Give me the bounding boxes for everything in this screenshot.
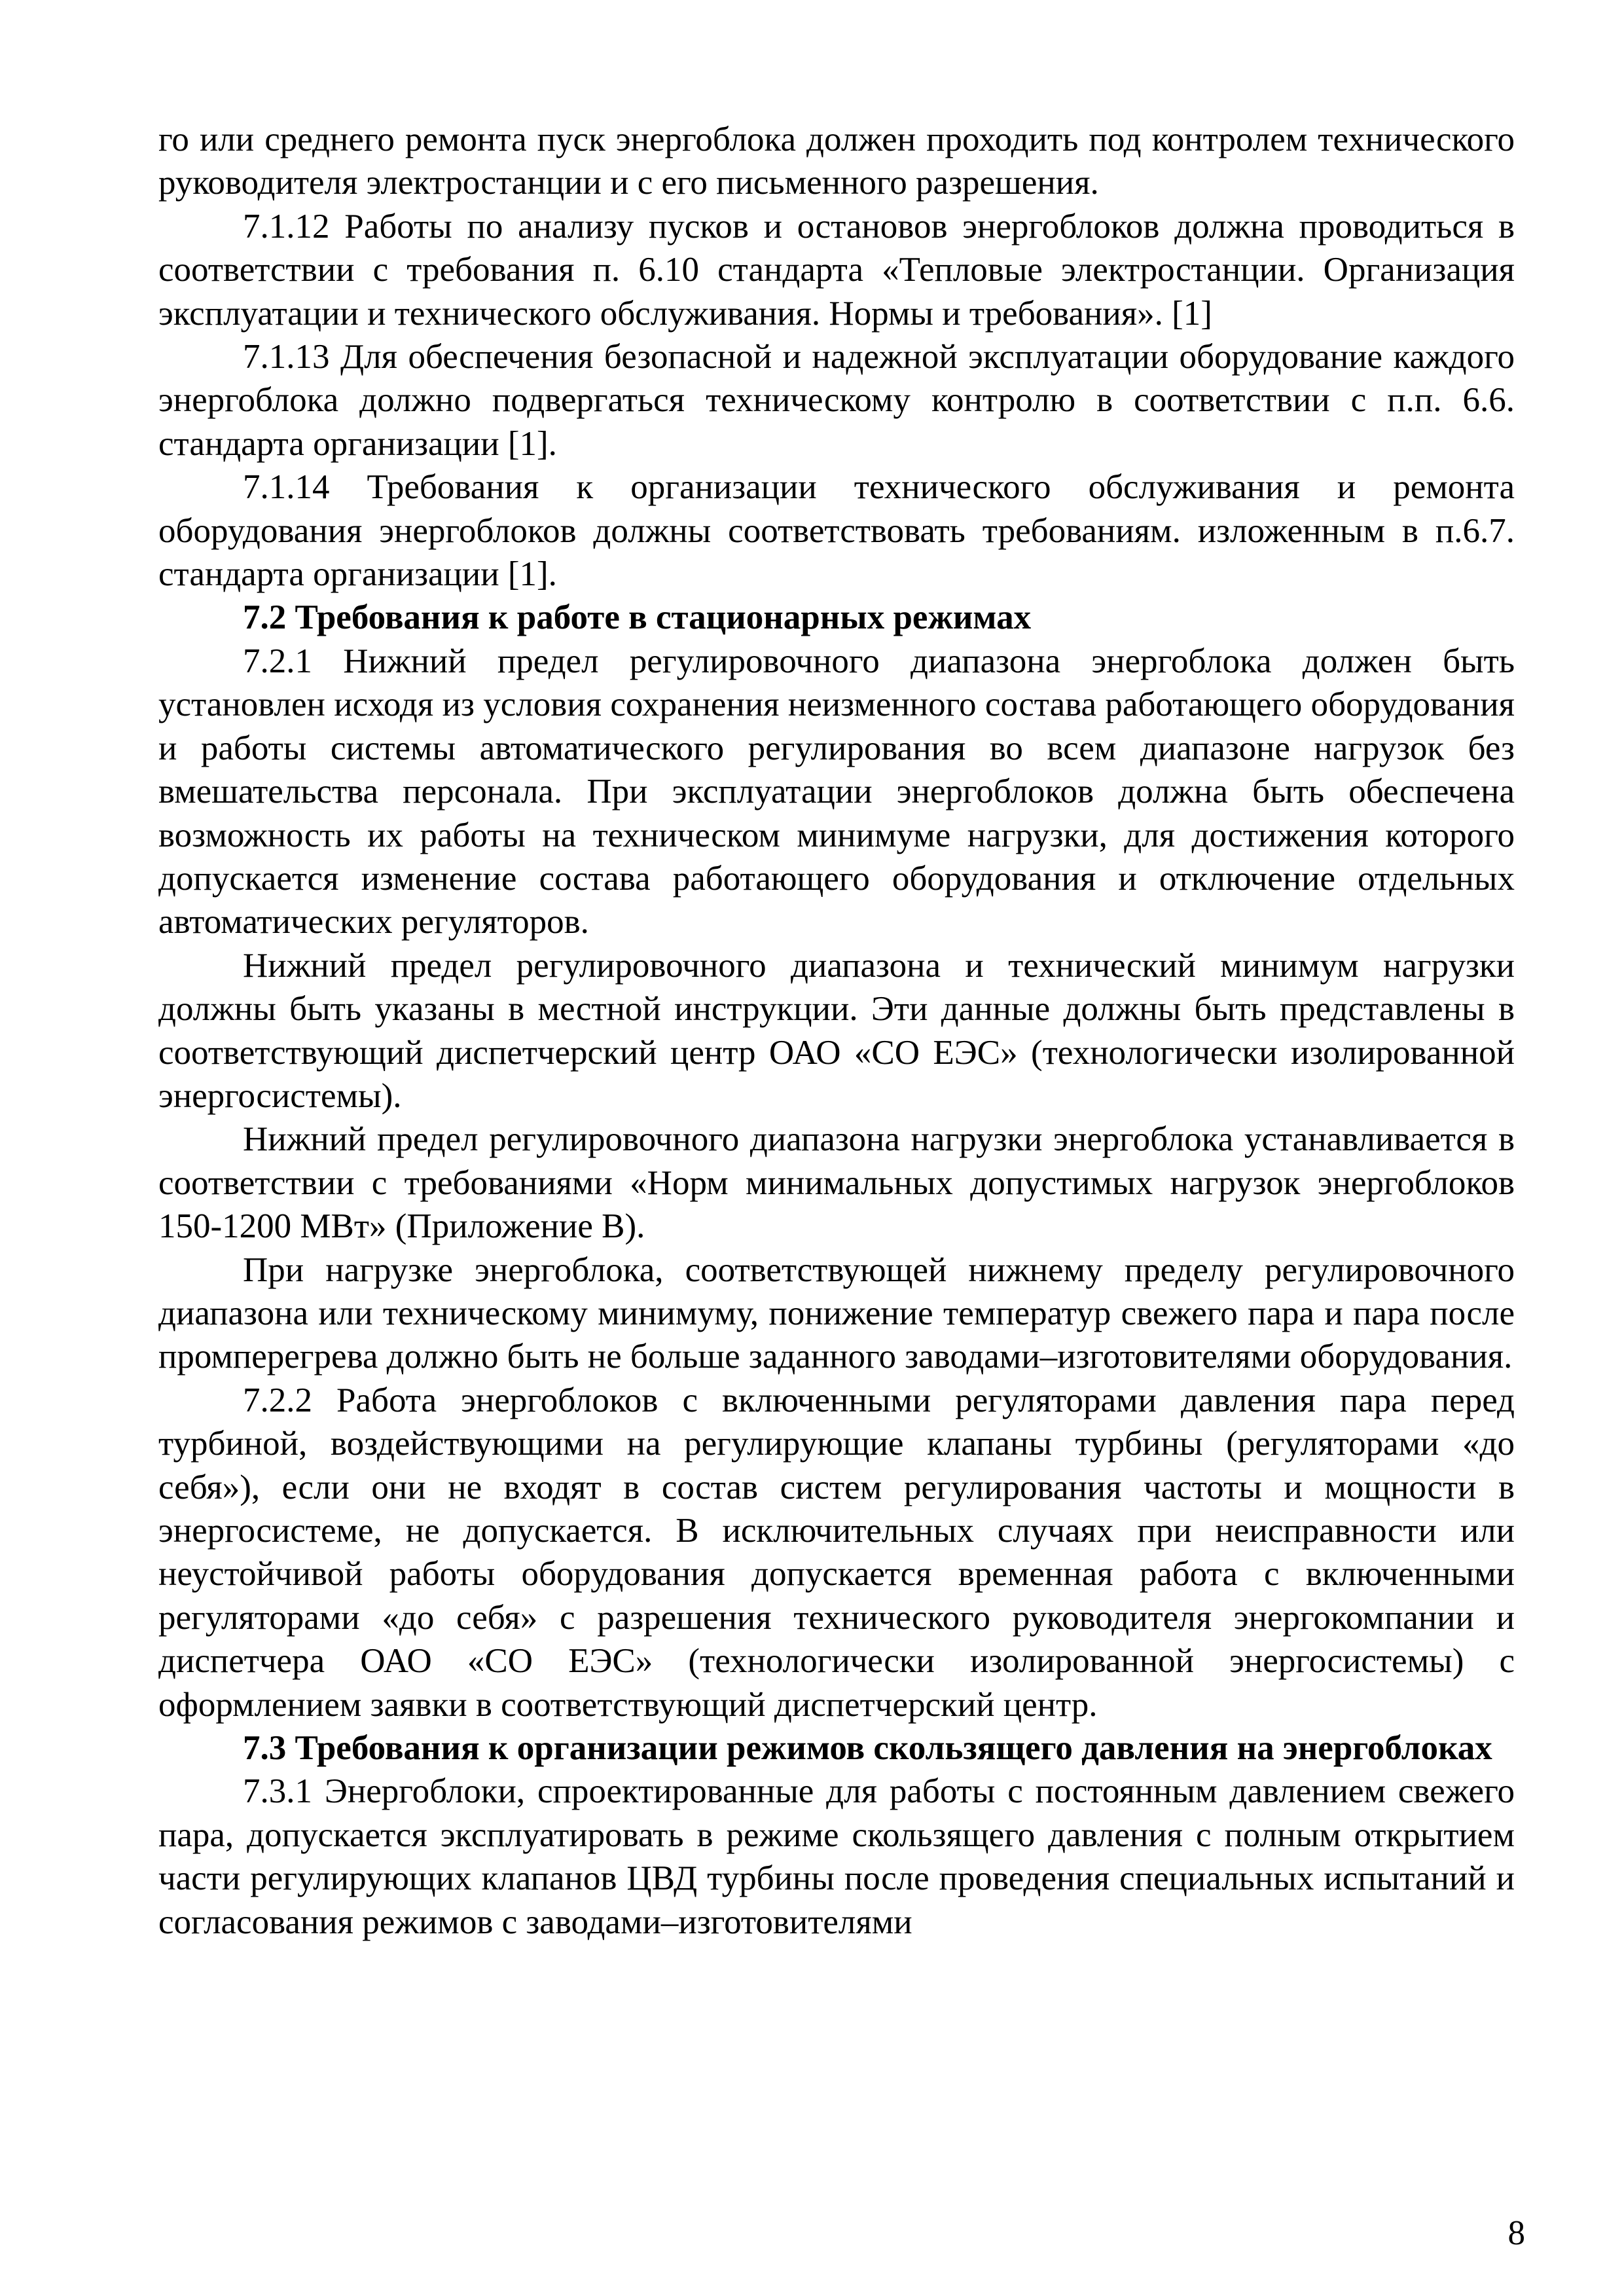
paragraph-7-1-12: 7.1.12 Работы по анализу пусков и остановов энергоблоков должна проводиться в соответствии с требования п. 6.10 стандарта «Тепловые электростанции. Организация эксплуатации и технического обслуживания. Нормы и требования». [1] xyxy=(158,207,1515,333)
paragraph-7-2-1: 7.2.1 Нижний предел регулировочного диапазона энергоблока должен быть установлен исходя из условия сохранения неизменного состава работающего оборудования и работы системы автоматического регулирования во всем диапазоне нагрузок без вмешательства персонала. При эксплуатации энергоблоков должна быть обеспечена возможность их работы на техническом минимуме нагрузки, для достижения которого допускается изменение состава работающего оборудования и отключение отдельных автоматических регуляторов. xyxy=(158,642,1515,941)
section-heading-7-2: 7.2 Требования к работе в стационарных режимах xyxy=(243,598,1032,637)
paragraph-7-2-2: 7.2.2 Работа энергоблоков с включенными регуляторами давления пара перед турбиной, воздействующими на регулирующие клапаны турбины (регуляторами «до себя»), если они не входят в состав систем регулирования частоты и мощности в энергосистеме, не допускается. В исключительных случаях при неисправности или неустойчивой работы оборудования допускается временная работа с включенными регуляторами «до себя» с разрешения технического руководителя энергокомпании и диспетчера ОАО «СО ЕЭС» (технологически изолированной энергосистемы) с оформлением заявки в соответствующий диспетчерский центр. xyxy=(158,1381,1515,1724)
paragraph-7-1-13: 7.1.13 Для обеспечения безопасной и надежной эксплуатации оборудование каждого энергоблока должно подвергаться техническому контролю в соответствии с п.п. 6.6. стандарта организации [1]. xyxy=(158,338,1515,463)
section-heading-7-3: 7.3 Требования к организации режимов скользящего давления на энергоблоках xyxy=(243,1729,1492,1768)
paragraph-lower-limit: Нижний предел регулировочного диапазона и технический минимум нагрузки должны быть указаны в местной инструкции. Эти данные должны быть представлены в соответствующий диспетчерский центр ОАО «СО ЕЭС» (технологически изолированной энергосистемы). xyxy=(158,946,1515,1115)
document-body xyxy=(158,118,1515,1944)
paragraph-7-3-1: 7.3.1 Энергоблоки, спроектированные для работы с постоянным давлением свежего пара, допускается эксплуатировать в режиме скользящего давления с полным открытием части регулирующих клапанов ЦВД турбины после проведения специальных испытаний и согласования режимов с заводами–изготовителями xyxy=(158,1772,1515,1941)
page-number: 8 xyxy=(1507,2214,1525,2252)
paragraph-7-1-14: 7.1.14 Требования к организации технического обслуживания и ремонта оборудования энергоблоков должны соответствовать требованиям. изложенным в п.6.7. стандарта организации [1]. xyxy=(158,468,1515,594)
paragraph-continuation: го или среднего ремонта пуск энергоблока должен проходить под контролем технического руководителя электростанции и с его письменного разрешения. xyxy=(158,120,1515,202)
paragraph-temperature: При нагрузке энергоблока, соответствующей нижнему пределу регулировочного диапазона или техническому минимуму, понижение температур свежего пара и пара после промперегрева должно быть не больше заданного заводами–изготовителями оборудования. xyxy=(158,1250,1515,1376)
paragraph-load-range: Нижний предел регулировочного диапазона нагрузки энергоблока устанавливается в соответствии с требованиями «Норм минимальных допустимых нагрузок энергоблоков 150-1200 МВт» (Приложение В). xyxy=(158,1120,1515,1246)
